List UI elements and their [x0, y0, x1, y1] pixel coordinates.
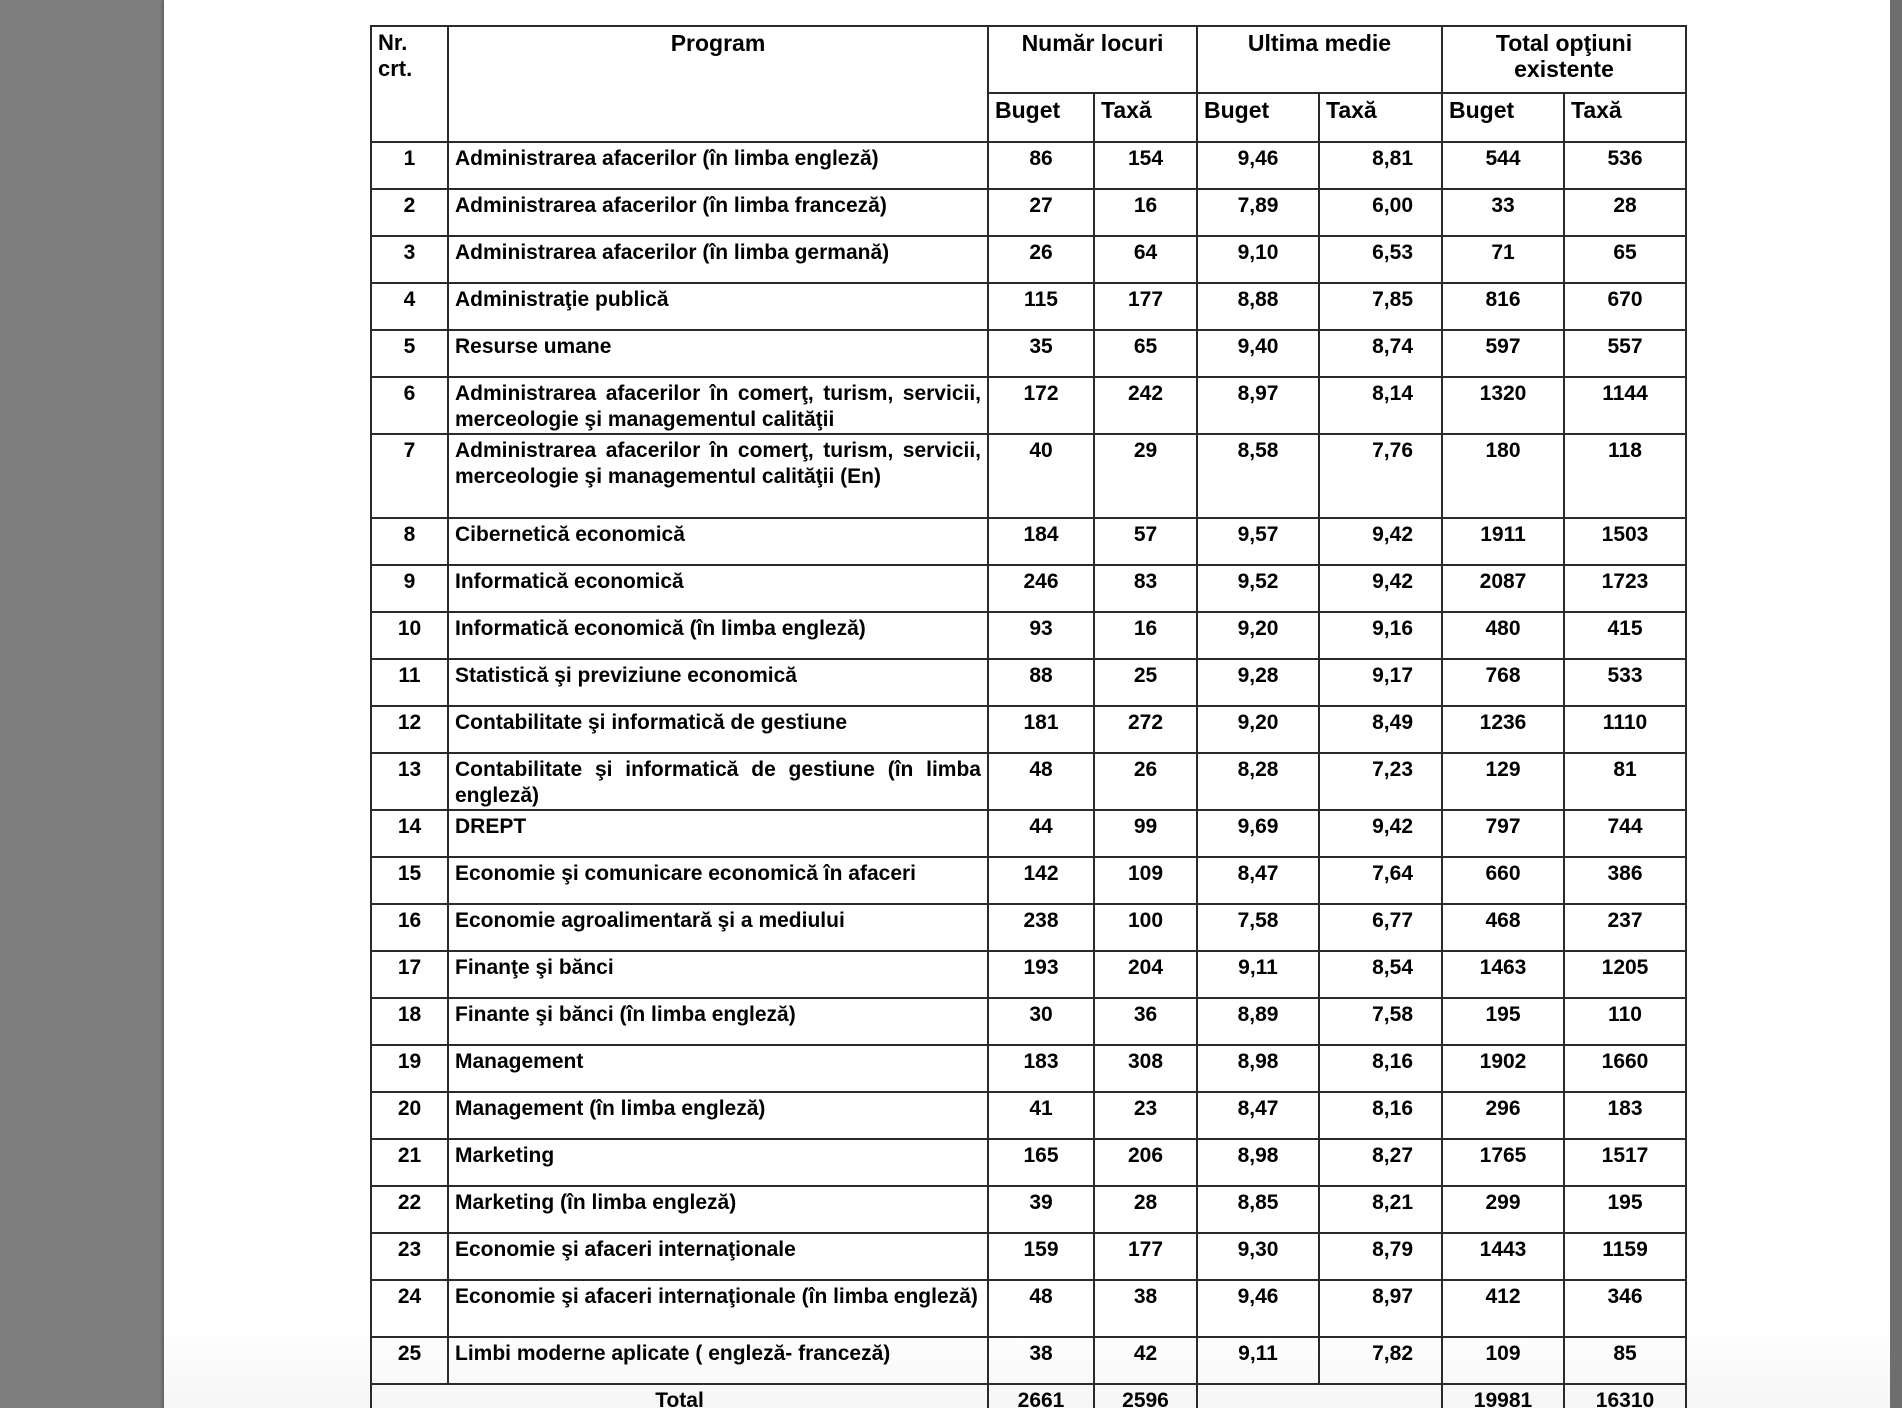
header-nr-line2: crt. — [378, 56, 413, 81]
optiuni-buget: 1911 — [1442, 518, 1564, 565]
row-number: 21 — [371, 1139, 448, 1186]
table-row — [371, 283, 1686, 330]
programs-table — [370, 25, 1687, 1408]
optiuni-buget: 109 — [1442, 1337, 1564, 1384]
row-number: 18 — [371, 998, 448, 1045]
row-number: 1 — [371, 142, 448, 189]
locuri-buget: 142 — [988, 857, 1094, 904]
row-number: 13 — [371, 753, 448, 810]
header-nr-line1: Nr. — [378, 30, 408, 55]
medie-buget: 9,46 — [1197, 142, 1319, 189]
row-number: 25 — [371, 1337, 448, 1384]
optiuni-buget: 1902 — [1442, 1045, 1564, 1092]
table-row — [371, 810, 1686, 857]
subheader-locuri-buget: Buget — [988, 93, 1094, 142]
locuri-taxa: 38 — [1094, 1280, 1197, 1337]
table-row — [371, 518, 1686, 565]
table-row — [371, 1233, 1686, 1280]
viewer-right-edge — [1890, 0, 1902, 1408]
table-row — [371, 1045, 1686, 1092]
locuri-taxa: 154 — [1094, 142, 1197, 189]
medie-taxa: 9,42 — [1319, 518, 1442, 565]
medie-buget: 8,28 — [1197, 753, 1319, 810]
medie-buget: 8,89 — [1197, 998, 1319, 1045]
table-row — [371, 904, 1686, 951]
locuri-buget: 193 — [988, 951, 1094, 998]
medie-buget: 9,10 — [1197, 236, 1319, 283]
header-nr-crt — [371, 26, 448, 142]
program-name: Administrarea afacerilor în comerţ, turism, servicii, merceologie şi managementul calităţii — [448, 377, 988, 434]
medie-taxa: 7,76 — [1319, 434, 1442, 518]
program-name: Economie şi comunicare economică în afaceri — [448, 857, 988, 904]
locuri-buget: 48 — [988, 1280, 1094, 1337]
optiuni-buget: 180 — [1442, 434, 1564, 518]
table-row — [371, 565, 1686, 612]
program-name: Economie şi afaceri internaţionale (în limba engleză) — [448, 1280, 988, 1337]
medie-buget: 8,47 — [1197, 1092, 1319, 1139]
medie-taxa: 6,00 — [1319, 189, 1442, 236]
medie-taxa: 8,97 — [1319, 1280, 1442, 1337]
locuri-taxa: 28 — [1094, 1186, 1197, 1233]
locuri-buget: 39 — [988, 1186, 1094, 1233]
locuri-taxa: 26 — [1094, 753, 1197, 810]
locuri-buget: 41 — [988, 1092, 1094, 1139]
optiuni-buget: 1463 — [1442, 951, 1564, 998]
row-number: 9 — [371, 565, 448, 612]
row-number: 22 — [371, 1186, 448, 1233]
locuri-taxa: 109 — [1094, 857, 1197, 904]
medie-buget: 9,40 — [1197, 330, 1319, 377]
program-name: Contabilitate şi informatică de gestiune — [448, 706, 988, 753]
total-optiuni-taxa: 16310 — [1564, 1384, 1686, 1408]
locuri-buget: 38 — [988, 1337, 1094, 1384]
row-number: 14 — [371, 810, 448, 857]
optiuni-taxa: 1205 — [1564, 951, 1686, 998]
table-row — [371, 330, 1686, 377]
locuri-taxa: 36 — [1094, 998, 1197, 1045]
optiuni-taxa: 237 — [1564, 904, 1686, 951]
document-page — [164, 0, 1890, 1408]
optiuni-taxa: 1159 — [1564, 1233, 1686, 1280]
medie-buget: 8,97 — [1197, 377, 1319, 434]
locuri-taxa: 204 — [1094, 951, 1197, 998]
table-row — [371, 434, 1686, 518]
row-number: 12 — [371, 706, 448, 753]
optiuni-buget: 660 — [1442, 857, 1564, 904]
optiuni-taxa: 195 — [1564, 1186, 1686, 1233]
medie-taxa: 8,81 — [1319, 142, 1442, 189]
table-header — [371, 26, 1686, 142]
locuri-taxa: 83 — [1094, 565, 1197, 612]
table-row — [371, 612, 1686, 659]
locuri-taxa: 16 — [1094, 612, 1197, 659]
locuri-buget: 93 — [988, 612, 1094, 659]
optiuni-buget: 296 — [1442, 1092, 1564, 1139]
program-name: Finante şi bănci (în limba engleză) — [448, 998, 988, 1045]
row-number: 15 — [371, 857, 448, 904]
optiuni-taxa: 28 — [1564, 189, 1686, 236]
optiuni-buget: 299 — [1442, 1186, 1564, 1233]
medie-taxa: 7,82 — [1319, 1337, 1442, 1384]
table-row — [371, 659, 1686, 706]
program-name: Statistică şi previziune economică — [448, 659, 988, 706]
medie-buget: 9,11 — [1197, 951, 1319, 998]
optiuni-buget: 597 — [1442, 330, 1564, 377]
optiuni-taxa: 744 — [1564, 810, 1686, 857]
medie-taxa: 7,64 — [1319, 857, 1442, 904]
medie-buget: 7,58 — [1197, 904, 1319, 951]
locuri-taxa: 57 — [1094, 518, 1197, 565]
locuri-buget: 48 — [988, 753, 1094, 810]
medie-taxa: 8,54 — [1319, 951, 1442, 998]
optiuni-taxa: 1110 — [1564, 706, 1686, 753]
locuri-buget: 30 — [988, 998, 1094, 1045]
locuri-taxa: 29 — [1094, 434, 1197, 518]
header-total-optiuni: Total opţiuni existente — [1442, 26, 1686, 93]
locuri-buget: 165 — [988, 1139, 1094, 1186]
medie-buget: 9,20 — [1197, 706, 1319, 753]
medie-taxa: 7,85 — [1319, 283, 1442, 330]
medie-taxa: 8,16 — [1319, 1092, 1442, 1139]
row-number: 3 — [371, 236, 448, 283]
header-ultima-medie: Ultima medie — [1197, 26, 1442, 93]
medie-buget: 9,57 — [1197, 518, 1319, 565]
optiuni-taxa: 81 — [1564, 753, 1686, 810]
optiuni-taxa: 85 — [1564, 1337, 1686, 1384]
optiuni-taxa: 536 — [1564, 142, 1686, 189]
locuri-buget: 181 — [988, 706, 1094, 753]
medie-taxa: 8,79 — [1319, 1233, 1442, 1280]
program-name: Limbi moderne aplicate ( engleză- franceză) — [448, 1337, 988, 1384]
medie-buget: 8,88 — [1197, 283, 1319, 330]
medie-taxa: 6,77 — [1319, 904, 1442, 951]
table-row — [371, 998, 1686, 1045]
optiuni-taxa: 386 — [1564, 857, 1686, 904]
locuri-taxa: 42 — [1094, 1337, 1197, 1384]
locuri-taxa: 272 — [1094, 706, 1197, 753]
program-name: Finanţe şi bănci — [448, 951, 988, 998]
program-name: Management — [448, 1045, 988, 1092]
program-name: Informatică economică — [448, 565, 988, 612]
table-row — [371, 1186, 1686, 1233]
locuri-taxa: 65 — [1094, 330, 1197, 377]
program-name: Resurse umane — [448, 330, 988, 377]
row-number: 19 — [371, 1045, 448, 1092]
medie-taxa: 9,42 — [1319, 565, 1442, 612]
locuri-buget: 26 — [988, 236, 1094, 283]
locuri-taxa: 242 — [1094, 377, 1197, 434]
table-row — [371, 857, 1686, 904]
locuri-buget: 184 — [988, 518, 1094, 565]
medie-taxa: 7,58 — [1319, 998, 1442, 1045]
medie-buget: 7,89 — [1197, 189, 1319, 236]
optiuni-buget: 797 — [1442, 810, 1564, 857]
table-row — [371, 142, 1686, 189]
optiuni-buget: 544 — [1442, 142, 1564, 189]
table-row — [371, 753, 1686, 810]
table-body — [371, 142, 1686, 1384]
row-number: 23 — [371, 1233, 448, 1280]
optiuni-buget: 468 — [1442, 904, 1564, 951]
row-number: 17 — [371, 951, 448, 998]
row-number: 20 — [371, 1092, 448, 1139]
header-program: Program — [448, 26, 988, 142]
locuri-buget: 115 — [988, 283, 1094, 330]
medie-taxa: 8,16 — [1319, 1045, 1442, 1092]
locuri-taxa: 177 — [1094, 283, 1197, 330]
locuri-taxa: 177 — [1094, 1233, 1197, 1280]
program-name: DREPT — [448, 810, 988, 857]
locuri-buget: 183 — [988, 1045, 1094, 1092]
program-name: Administrarea afacerilor (în limba franceză) — [448, 189, 988, 236]
medie-buget: 9,30 — [1197, 1233, 1319, 1280]
locuri-taxa: 99 — [1094, 810, 1197, 857]
locuri-buget: 35 — [988, 330, 1094, 377]
optiuni-taxa: 346 — [1564, 1280, 1686, 1337]
optiuni-buget: 1236 — [1442, 706, 1564, 753]
optiuni-buget: 33 — [1442, 189, 1564, 236]
locuri-taxa: 23 — [1094, 1092, 1197, 1139]
medie-taxa: 8,74 — [1319, 330, 1442, 377]
medie-taxa: 8,49 — [1319, 706, 1442, 753]
medie-taxa: 9,16 — [1319, 612, 1442, 659]
optiuni-buget: 195 — [1442, 998, 1564, 1045]
locuri-buget: 44 — [988, 810, 1094, 857]
program-name: Marketing — [448, 1139, 988, 1186]
medie-taxa: 9,42 — [1319, 810, 1442, 857]
table-row — [371, 1280, 1686, 1337]
medie-buget: 8,98 — [1197, 1045, 1319, 1092]
medie-buget: 8,98 — [1197, 1139, 1319, 1186]
total-locuri-buget: 2661 — [988, 1384, 1094, 1408]
optiuni-buget: 71 — [1442, 236, 1564, 283]
program-name: Administrarea afacerilor (în limba germană) — [448, 236, 988, 283]
medie-buget: 8,85 — [1197, 1186, 1319, 1233]
table-row — [371, 706, 1686, 753]
table-row — [371, 1092, 1686, 1139]
optiuni-buget: 1765 — [1442, 1139, 1564, 1186]
locuri-buget: 86 — [988, 142, 1094, 189]
optiuni-buget: 480 — [1442, 612, 1564, 659]
header-numar-locuri: Număr locuri — [988, 26, 1197, 93]
optiuni-taxa: 1660 — [1564, 1045, 1686, 1092]
locuri-buget: 88 — [988, 659, 1094, 706]
table-row — [371, 236, 1686, 283]
total-locuri-taxa: 2596 — [1094, 1384, 1197, 1408]
program-name: Administrarea afacerilor în comerţ, turism, servicii, merceologie şi managementul calităţii (En) — [448, 434, 988, 518]
locuri-taxa: 100 — [1094, 904, 1197, 951]
optiuni-buget: 2087 — [1442, 565, 1564, 612]
medie-buget: 9,69 — [1197, 810, 1319, 857]
table-row — [371, 1337, 1686, 1384]
optiuni-taxa: 557 — [1564, 330, 1686, 377]
medie-taxa: 7,23 — [1319, 753, 1442, 810]
program-name: Cibernetică economică — [448, 518, 988, 565]
locuri-buget: 40 — [988, 434, 1094, 518]
locuri-taxa: 64 — [1094, 236, 1197, 283]
program-name: Marketing (în limba engleză) — [448, 1186, 988, 1233]
medie-taxa: 6,53 — [1319, 236, 1442, 283]
row-number: 6 — [371, 377, 448, 434]
program-name: Economie şi afaceri internaţionale — [448, 1233, 988, 1280]
program-name: Management (în limba engleză) — [448, 1092, 988, 1139]
table-row — [371, 1139, 1686, 1186]
optiuni-taxa: 1503 — [1564, 518, 1686, 565]
subheader-medie-buget: Buget — [1197, 93, 1319, 142]
optiuni-taxa: 65 — [1564, 236, 1686, 283]
locuri-buget: 27 — [988, 189, 1094, 236]
medie-buget: 9,11 — [1197, 1337, 1319, 1384]
total-row — [371, 1384, 1686, 1408]
row-number: 24 — [371, 1280, 448, 1337]
program-name: Administrarea afacerilor (în limba engleză) — [448, 142, 988, 189]
optiuni-buget: 816 — [1442, 283, 1564, 330]
optiuni-taxa: 118 — [1564, 434, 1686, 518]
subheader-optiuni-buget: Buget — [1442, 93, 1564, 142]
subheader-medie-taxa: Taxă — [1319, 93, 1442, 142]
locuri-buget: 238 — [988, 904, 1094, 951]
total-label: Total — [371, 1384, 988, 1408]
total-optiuni-buget: 19981 — [1442, 1384, 1564, 1408]
row-number: 4 — [371, 283, 448, 330]
program-name: Economie agroalimentară şi a mediului — [448, 904, 988, 951]
table-footer — [371, 1384, 1686, 1408]
optiuni-taxa: 110 — [1564, 998, 1686, 1045]
locuri-taxa: 16 — [1094, 189, 1197, 236]
row-number: 11 — [371, 659, 448, 706]
medie-buget: 8,47 — [1197, 857, 1319, 904]
optiuni-buget: 1443 — [1442, 1233, 1564, 1280]
locuri-buget: 159 — [988, 1233, 1094, 1280]
program-name: Administraţie publică — [448, 283, 988, 330]
optiuni-taxa: 1723 — [1564, 565, 1686, 612]
medie-taxa: 9,17 — [1319, 659, 1442, 706]
optiuni-taxa: 1144 — [1564, 377, 1686, 434]
medie-buget: 9,28 — [1197, 659, 1319, 706]
subheader-locuri-taxa: Taxă — [1094, 93, 1197, 142]
row-number: 7 — [371, 434, 448, 518]
locuri-taxa: 25 — [1094, 659, 1197, 706]
row-number: 5 — [371, 330, 448, 377]
optiuni-taxa: 670 — [1564, 283, 1686, 330]
table-row — [371, 189, 1686, 236]
medie-buget: 9,20 — [1197, 612, 1319, 659]
locuri-buget: 246 — [988, 565, 1094, 612]
program-name: Contabilitate şi informatică de gestiune (în limba engleză) — [448, 753, 988, 810]
locuri-buget: 172 — [988, 377, 1094, 434]
subheader-optiuni-taxa: Taxă — [1564, 93, 1686, 142]
row-number: 10 — [371, 612, 448, 659]
optiuni-taxa: 415 — [1564, 612, 1686, 659]
medie-buget: 9,52 — [1197, 565, 1319, 612]
optiuni-buget: 129 — [1442, 753, 1564, 810]
optiuni-buget: 768 — [1442, 659, 1564, 706]
program-name: Informatică economică (în limba engleză) — [448, 612, 988, 659]
medie-taxa: 8,27 — [1319, 1139, 1442, 1186]
row-number: 2 — [371, 189, 448, 236]
optiuni-buget: 1320 — [1442, 377, 1564, 434]
locuri-taxa: 206 — [1094, 1139, 1197, 1186]
optiuni-taxa: 183 — [1564, 1092, 1686, 1139]
optiuni-buget: 412 — [1442, 1280, 1564, 1337]
row-number: 16 — [371, 904, 448, 951]
row-number: 8 — [371, 518, 448, 565]
medie-buget: 8,58 — [1197, 434, 1319, 518]
medie-taxa: 8,21 — [1319, 1186, 1442, 1233]
total-medie-empty — [1197, 1384, 1442, 1408]
table-row — [371, 951, 1686, 998]
optiuni-taxa: 533 — [1564, 659, 1686, 706]
medie-buget: 9,46 — [1197, 1280, 1319, 1337]
optiuni-taxa: 1517 — [1564, 1139, 1686, 1186]
medie-taxa: 8,14 — [1319, 377, 1442, 434]
locuri-taxa: 308 — [1094, 1045, 1197, 1092]
table-row — [371, 377, 1686, 434]
